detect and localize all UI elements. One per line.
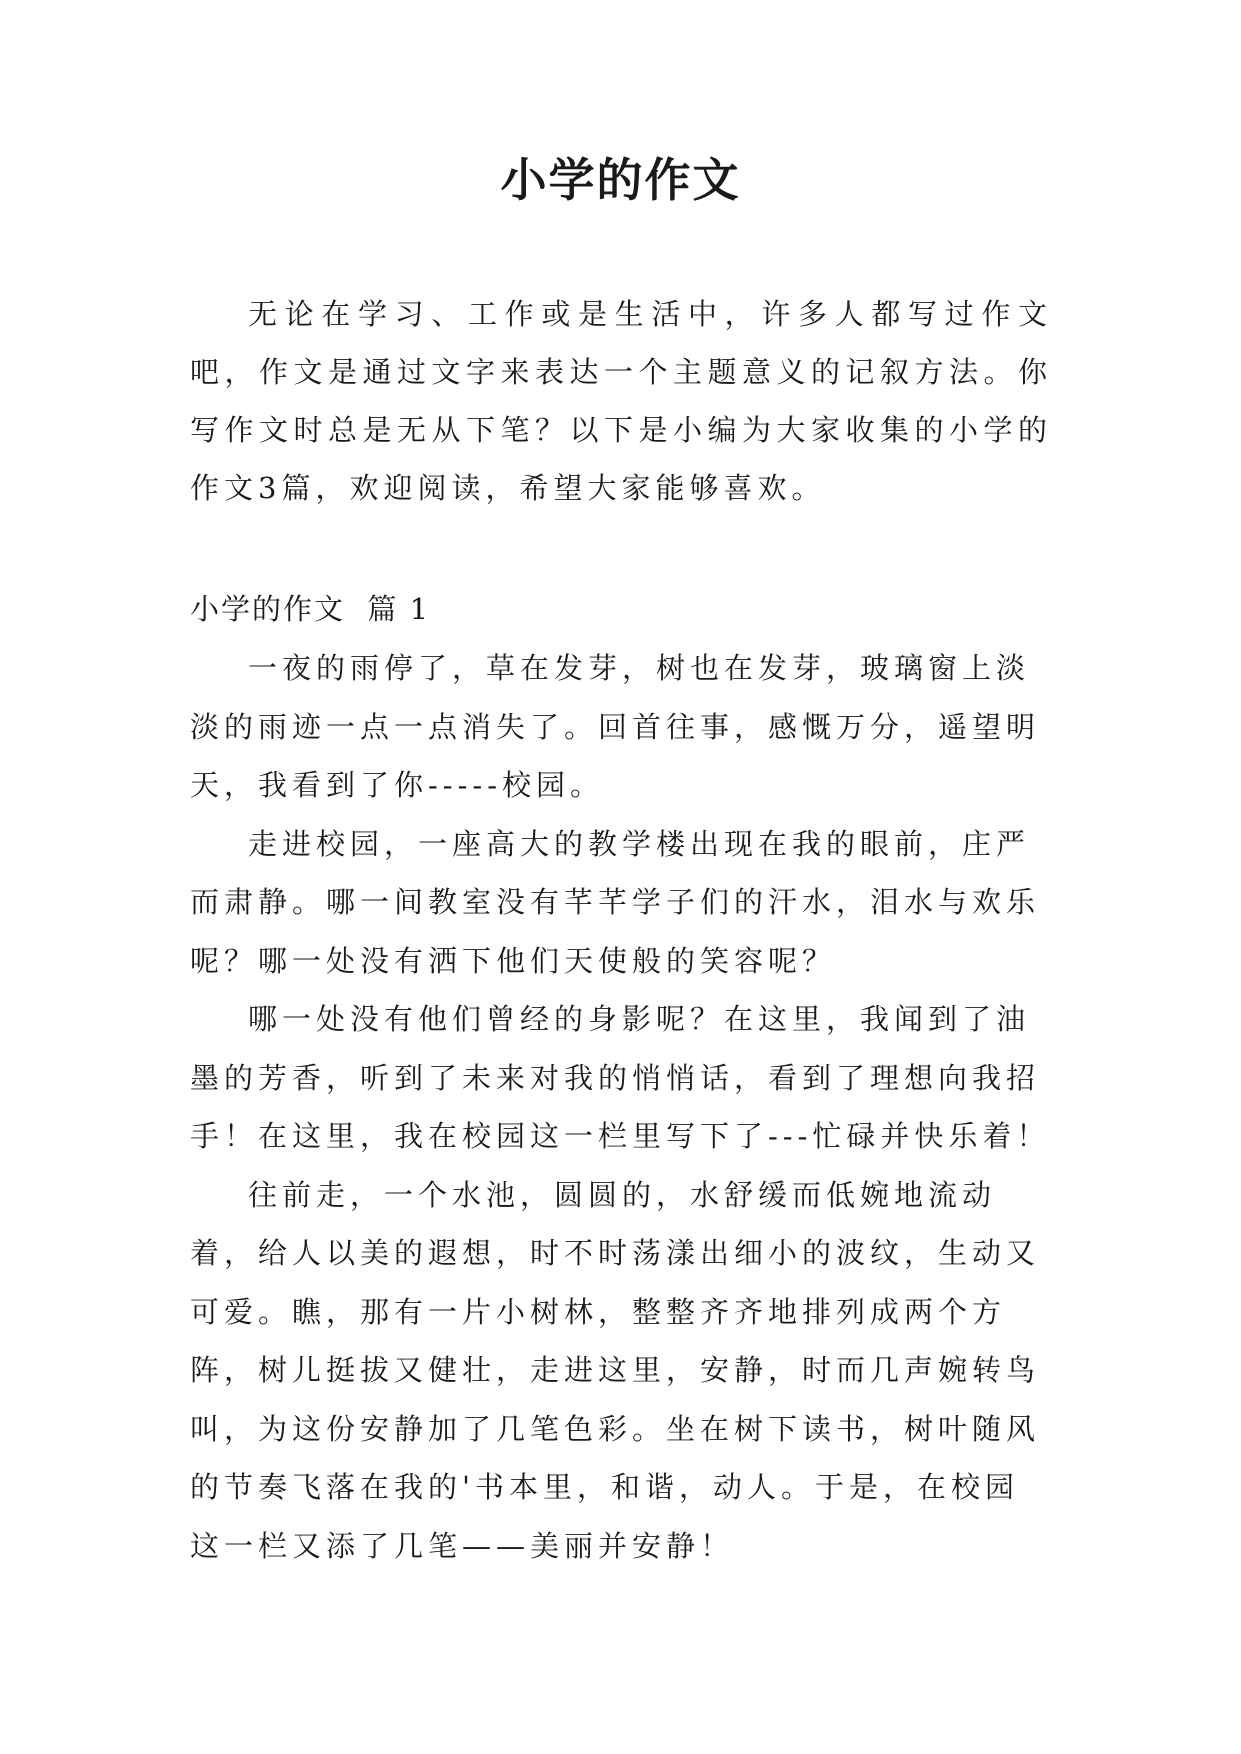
section-heading: 小学的作文 篇 1 — [190, 592, 431, 626]
intro-section — [190, 285, 1052, 517]
document-title: 小学的作文 — [500, 153, 741, 207]
essay-paragraph-2: 走进校园，一座高大的教学楼出现在我的眼前，庄严而肃静。哪一间教室没有芊芊学子们的汗水，泪水与欢乐呢？哪一处没有洒下他们天使般的笑容呢？ — [190, 826, 1041, 978]
essay-paragraph-4: 往前走，一个水池，圆圆的，水舒缓而低婉地流动着，给人以美的遐想，时不时荡漾出细小的波纹，生动又可爱。瞧，那有一片小树林，整整齐齐地排列成两个方阵，树儿挺拔又健壮，走进这里，安静，时而几声婉转鸟叫，为这份安静加了几笔色彩。坐在树下读书，树叶随风的节奏飞落在我的'书本里，和谐，动人。于是，在校园这一栏又添了几笔——美丽并安静！ — [190, 1177, 1041, 1563]
essay-paragraph-3: 哪一处没有他们曾经的身影呢？在这里，我闻到了油墨的芳香，听到了未来对我的悄悄话，看到了理想向我招手！在这里，我在校园这一栏里写下了---忙碌并快乐着！ — [190, 1002, 1051, 1153]
essay-body — [190, 639, 1052, 1575]
intro-paragraph: 无论在学习、工作或是生活中，许多人都写过作文吧，作文是通过文字来表达一个主题意义的记叙方法。你写作文时总是无从下笔？以下是小编为大家收集的小学的作文3篇，欢迎阅读，希望大家能够喜欢。 — [190, 297, 1052, 505]
essay-paragraph-1: 一夜的雨停了，草在发芽，树也在发芽，玻璃窗上淡淡的雨迹一点一点消失了。回首往事，感慨万分，遥望明天，我看到了你-----校园。 — [190, 651, 1041, 802]
